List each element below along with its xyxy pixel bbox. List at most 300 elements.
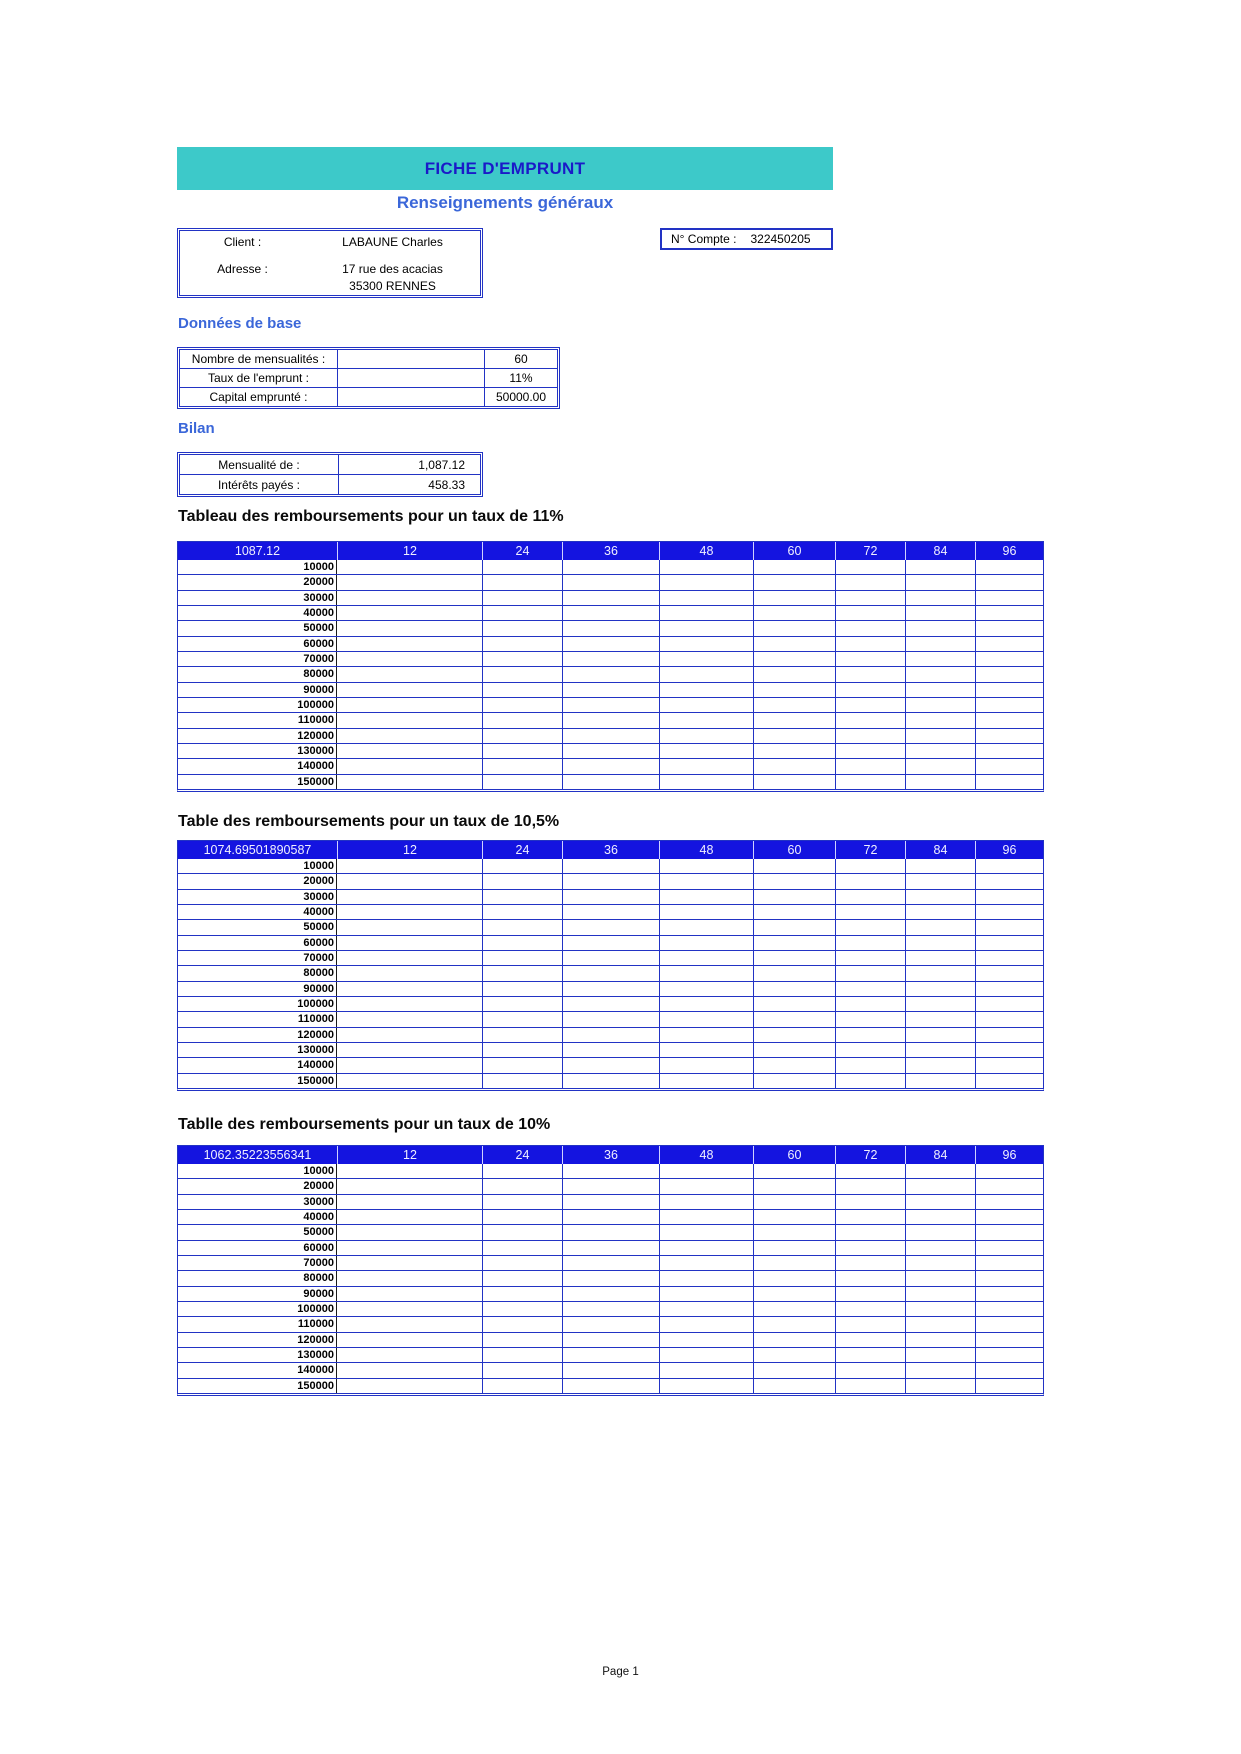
- empty-cell: [337, 1164, 482, 1178]
- empty-cell: [337, 997, 482, 1011]
- empty-cell: [905, 997, 975, 1011]
- empty-cell: [482, 744, 562, 758]
- amount-cell: 150000: [178, 1379, 337, 1393]
- empty-cell: [337, 606, 482, 620]
- account-label: N° Compte :: [671, 232, 737, 246]
- table-row: [178, 859, 1043, 873]
- empty-cell: [659, 1074, 753, 1088]
- amount-cell: 120000: [178, 1028, 337, 1042]
- empty-cell: [753, 591, 835, 605]
- empty-cell: [835, 1210, 905, 1224]
- empty-cell: [482, 1195, 562, 1209]
- empty-cell: [562, 1363, 659, 1377]
- amount-cell: 30000: [178, 890, 337, 904]
- empty-cell: [975, 1028, 1043, 1042]
- empty-cell: [835, 1225, 905, 1239]
- subtitle: Renseignements généraux: [396, 193, 614, 212]
- amount-cell: 140000: [178, 1058, 337, 1072]
- table-header-cell: 60: [753, 542, 835, 560]
- empty-cell: [659, 859, 753, 873]
- table-row: [178, 697, 1043, 712]
- empty-cell: [835, 951, 905, 965]
- empty-cell: [753, 951, 835, 965]
- empty-cell: [482, 775, 562, 789]
- empty-cell: [905, 621, 975, 635]
- table-header-cell: 96: [975, 841, 1043, 859]
- account-value: 322450205: [750, 232, 811, 246]
- empty-cell: [562, 560, 659, 574]
- address-line1: 17 rue des acacias: [342, 262, 443, 276]
- amount-cell: 50000: [178, 621, 337, 635]
- empty-cell: [337, 1241, 482, 1255]
- empty-cell: [975, 667, 1043, 681]
- row-value: 1,087.12: [418, 457, 465, 472]
- empty-cell: [338, 350, 485, 368]
- empty-cell: [482, 951, 562, 965]
- table-row: [178, 1209, 1043, 1224]
- empty-cell: [835, 1333, 905, 1347]
- table-header-cell: 60: [753, 1146, 835, 1164]
- empty-cell: [753, 759, 835, 773]
- amount-cell: 20000: [178, 1179, 337, 1193]
- empty-cell: [753, 575, 835, 589]
- empty-cell: [337, 982, 482, 996]
- table-header-cell: 12: [337, 841, 482, 859]
- amount-cell: 10000: [178, 1164, 337, 1178]
- empty-cell: [482, 859, 562, 873]
- empty-cell: [482, 1271, 562, 1285]
- empty-cell: [975, 1256, 1043, 1270]
- table-row: [178, 574, 1043, 589]
- empty-cell: [482, 759, 562, 773]
- amount-cell: 10000: [178, 859, 337, 873]
- empty-cell: [562, 1012, 659, 1026]
- row-label: Nombre de mensualités :: [180, 350, 338, 368]
- empty-cell: [562, 982, 659, 996]
- empty-cell: [659, 1379, 753, 1393]
- empty-cell: [482, 1302, 562, 1316]
- empty-cell: [337, 936, 482, 950]
- empty-cell: [562, 775, 659, 789]
- empty-cell: [975, 1012, 1043, 1026]
- repayment-table-title: Tablle des remboursements pour un taux de 10%: [178, 1116, 551, 1133]
- empty-cell: [835, 1379, 905, 1393]
- empty-cell: [482, 1287, 562, 1301]
- table-row: [178, 889, 1043, 904]
- empty-cell: [835, 637, 905, 651]
- base-data-table: [177, 347, 560, 409]
- empty-cell: [659, 652, 753, 666]
- empty-cell: [337, 1256, 482, 1270]
- empty-cell: [562, 1256, 659, 1270]
- table-header-cell: 12: [337, 1146, 482, 1164]
- empty-cell: [337, 1012, 482, 1026]
- empty-cell: [753, 966, 835, 980]
- repayment-table-title: Table des remboursements pour un taux de 10,5%: [178, 813, 560, 830]
- empty-cell: [562, 1043, 659, 1057]
- empty-cell: [753, 1058, 835, 1072]
- empty-cell: [482, 1317, 562, 1331]
- empty-cell: [975, 997, 1043, 1011]
- empty-cell: [482, 982, 562, 996]
- table-header-cell: 72: [835, 1146, 905, 1164]
- empty-cell: [562, 1074, 659, 1088]
- table-row: [178, 1027, 1043, 1042]
- row-label: Intérêts payés :: [180, 475, 339, 494]
- empty-cell: [835, 759, 905, 773]
- empty-cell: [975, 951, 1043, 965]
- empty-cell: [482, 1225, 562, 1239]
- table-header-cell: 96: [975, 1146, 1043, 1164]
- empty-cell: [753, 1028, 835, 1042]
- empty-cell: [753, 1225, 835, 1239]
- table-row: [178, 728, 1043, 743]
- empty-cell: [835, 652, 905, 666]
- table-row: [178, 1011, 1043, 1026]
- table-row: [178, 1164, 1043, 1178]
- table-row: [180, 350, 557, 368]
- table-header-cell: 12: [337, 542, 482, 560]
- table-row: [178, 919, 1043, 934]
- empty-cell: [835, 1164, 905, 1178]
- empty-cell: [753, 606, 835, 620]
- empty-cell: [562, 966, 659, 980]
- empty-cell: [975, 1241, 1043, 1255]
- empty-cell: [835, 1241, 905, 1255]
- empty-cell: [753, 560, 835, 574]
- amount-cell: 30000: [178, 591, 337, 605]
- empty-cell: [659, 1043, 753, 1057]
- empty-cell: [753, 1317, 835, 1331]
- empty-cell: [659, 890, 753, 904]
- empty-cell: [659, 1317, 753, 1331]
- empty-cell: [482, 936, 562, 950]
- empty-cell: [975, 1287, 1043, 1301]
- empty-cell: [562, 997, 659, 1011]
- empty-cell: [659, 759, 753, 773]
- empty-cell: [975, 1043, 1043, 1057]
- empty-cell: [659, 637, 753, 651]
- empty-cell: [975, 637, 1043, 651]
- empty-cell: [975, 1271, 1043, 1285]
- table-row: [178, 965, 1043, 980]
- row-value: 50000.00: [495, 390, 547, 404]
- empty-cell: [975, 759, 1043, 773]
- amount-cell: 140000: [178, 759, 337, 773]
- empty-cell: [905, 1241, 975, 1255]
- row-label: Mensualité de :: [180, 455, 339, 474]
- empty-cell: [337, 951, 482, 965]
- empty-cell: [562, 698, 659, 712]
- amount-cell: 140000: [178, 1363, 337, 1377]
- empty-cell: [337, 1302, 482, 1316]
- empty-cell: [905, 1225, 975, 1239]
- empty-cell: [905, 1317, 975, 1331]
- empty-cell: [337, 905, 482, 919]
- empty-cell: [905, 698, 975, 712]
- empty-cell: [975, 936, 1043, 950]
- empty-cell: [835, 775, 905, 789]
- empty-cell: [562, 1179, 659, 1193]
- empty-cell: [905, 1379, 975, 1393]
- empty-cell: [835, 698, 905, 712]
- empty-cell: [659, 982, 753, 996]
- table-header-cell: 60: [753, 841, 835, 859]
- row-label: Taux de l'emprunt :: [180, 369, 338, 387]
- table-row: [178, 774, 1043, 789]
- amount-cell: 60000: [178, 936, 337, 950]
- empty-cell: [975, 920, 1043, 934]
- title-banner: [177, 147, 833, 190]
- empty-cell: [337, 966, 482, 980]
- empty-cell: [659, 1012, 753, 1026]
- empty-cell: [753, 1379, 835, 1393]
- empty-cell: [835, 1058, 905, 1072]
- table-row: [178, 712, 1043, 727]
- table-header-cell: 24: [482, 841, 562, 859]
- empty-cell: [482, 606, 562, 620]
- table-header-cell: 84: [905, 1146, 975, 1164]
- empty-cell: [835, 1348, 905, 1362]
- empty-cell: [482, 667, 562, 681]
- amount-cell: 110000: [178, 713, 337, 727]
- empty-cell: [835, 1043, 905, 1057]
- amount-cell: 40000: [178, 905, 337, 919]
- empty-cell: [835, 713, 905, 727]
- empty-cell: [337, 1348, 482, 1362]
- empty-cell: [975, 1210, 1043, 1224]
- empty-cell: [482, 637, 562, 651]
- empty-cell: [905, 905, 975, 919]
- table-row: [178, 1255, 1043, 1270]
- empty-cell: [659, 1058, 753, 1072]
- empty-cell: [975, 1058, 1043, 1072]
- table-header-cell: 36: [562, 841, 659, 859]
- empty-cell: [753, 1210, 835, 1224]
- empty-cell: [905, 1302, 975, 1316]
- empty-cell: [338, 388, 485, 406]
- empty-cell: [562, 1241, 659, 1255]
- empty-cell: [337, 1225, 482, 1239]
- empty-cell: [659, 560, 753, 574]
- empty-cell: [337, 1363, 482, 1377]
- empty-cell: [482, 1012, 562, 1026]
- table-header-cell: 1074.69501890587: [203, 843, 312, 857]
- empty-cell: [562, 606, 659, 620]
- empty-cell: [905, 1271, 975, 1285]
- empty-cell: [835, 905, 905, 919]
- amount-cell: 20000: [178, 575, 337, 589]
- empty-cell: [835, 1317, 905, 1331]
- table-row: [178, 1194, 1043, 1209]
- empty-cell: [753, 1271, 835, 1285]
- empty-cell: [753, 1074, 835, 1088]
- table-header-cell: 1062.35223556341: [203, 1148, 312, 1162]
- spacer-row: [180, 251, 480, 261]
- table-row: [180, 368, 557, 387]
- empty-cell: [659, 997, 753, 1011]
- empty-cell: [482, 1333, 562, 1347]
- amount-cell: 150000: [178, 1074, 337, 1088]
- empty-cell: [905, 1287, 975, 1301]
- table-row: [178, 1362, 1043, 1377]
- empty-cell: [835, 606, 905, 620]
- empty-cell: [562, 759, 659, 773]
- empty-cell: [562, 652, 659, 666]
- empty-cell: [835, 966, 905, 980]
- empty-cell: [753, 713, 835, 727]
- amount-cell: 10000: [178, 560, 337, 574]
- empty-cell: [562, 874, 659, 888]
- empty-cell: [835, 667, 905, 681]
- empty-cell: [835, 936, 905, 950]
- table-row: [178, 1270, 1043, 1285]
- empty-cell: [562, 1287, 659, 1301]
- empty-cell: [905, 874, 975, 888]
- section-title-donnees: Données de base: [178, 315, 302, 332]
- table-header-cell: 24: [482, 542, 562, 560]
- empty-cell: [562, 729, 659, 743]
- empty-cell: [835, 744, 905, 758]
- table-row: [178, 935, 1043, 950]
- amount-cell: 40000: [178, 606, 337, 620]
- empty-cell: [337, 683, 482, 697]
- empty-cell: [835, 591, 905, 605]
- empty-cell: [337, 1028, 482, 1042]
- document-title: FICHE D'EMPRUNT: [424, 158, 586, 178]
- empty-cell: [975, 890, 1043, 904]
- section-title-bilan: Bilan: [178, 420, 215, 437]
- table-row: [178, 682, 1043, 697]
- amount-cell: 100000: [178, 997, 337, 1011]
- empty-cell: [905, 1012, 975, 1026]
- empty-cell: [975, 1195, 1043, 1209]
- empty-cell: [753, 1287, 835, 1301]
- empty-cell: [659, 1164, 753, 1178]
- empty-cell: [659, 729, 753, 743]
- empty-cell: [975, 575, 1043, 589]
- empty-cell: [659, 951, 753, 965]
- table-row: [178, 560, 1043, 574]
- table-header-cell: 84: [905, 841, 975, 859]
- empty-cell: [337, 652, 482, 666]
- empty-cell: [905, 920, 975, 934]
- empty-cell: [905, 560, 975, 574]
- empty-cell: [482, 652, 562, 666]
- empty-cell: [562, 637, 659, 651]
- empty-cell: [482, 713, 562, 727]
- amount-cell: 70000: [178, 951, 337, 965]
- empty-cell: [562, 621, 659, 635]
- empty-cell: [835, 874, 905, 888]
- empty-cell: [337, 744, 482, 758]
- empty-cell: [905, 1348, 975, 1362]
- table-row: [178, 1316, 1043, 1331]
- table-header-row: [178, 841, 1043, 859]
- empty-cell: [905, 890, 975, 904]
- empty-cell: [975, 874, 1043, 888]
- empty-cell: [975, 905, 1043, 919]
- amount-cell: 120000: [178, 1333, 337, 1347]
- empty-cell: [753, 637, 835, 651]
- table-header-cell: 84: [905, 542, 975, 560]
- empty-cell: [753, 698, 835, 712]
- empty-cell: [905, 606, 975, 620]
- empty-cell: [659, 874, 753, 888]
- empty-cell: [753, 775, 835, 789]
- empty-cell: [753, 667, 835, 681]
- table-row: [178, 743, 1043, 758]
- repayment-table: [177, 840, 1044, 1091]
- amount-cell: 130000: [178, 1348, 337, 1362]
- amount-cell: 70000: [178, 652, 337, 666]
- empty-cell: [659, 1302, 753, 1316]
- table-row: [178, 996, 1043, 1011]
- empty-cell: [835, 575, 905, 589]
- table-header-row: [178, 542, 1043, 560]
- table-row: [178, 950, 1043, 965]
- empty-cell: [337, 1317, 482, 1331]
- empty-cell: [905, 729, 975, 743]
- empty-cell: [753, 1179, 835, 1193]
- repayment-table-title: Tableau des remboursements pour un taux de 11%: [178, 508, 564, 525]
- empty-cell: [905, 744, 975, 758]
- empty-cell: [753, 936, 835, 950]
- empty-cell: [337, 1043, 482, 1057]
- empty-cell: [337, 874, 482, 888]
- empty-cell: [659, 905, 753, 919]
- empty-cell: [337, 1074, 482, 1088]
- empty-cell: [337, 637, 482, 651]
- empty-cell: [905, 1363, 975, 1377]
- empty-cell: [659, 1241, 753, 1255]
- table-row: [180, 455, 480, 474]
- amount-cell: 120000: [178, 729, 337, 743]
- table-row: [178, 1347, 1043, 1362]
- empty-cell: [562, 713, 659, 727]
- empty-cell: [975, 698, 1043, 712]
- empty-cell: [905, 1028, 975, 1042]
- empty-cell: [659, 1333, 753, 1347]
- empty-cell: [975, 1164, 1043, 1178]
- table-header-cell: 48: [659, 841, 753, 859]
- empty-cell: [905, 936, 975, 950]
- empty-cell: [482, 890, 562, 904]
- empty-cell: [835, 1012, 905, 1026]
- empty-cell: [905, 775, 975, 789]
- empty-cell: [562, 1164, 659, 1178]
- empty-cell: [337, 621, 482, 635]
- empty-cell: [975, 606, 1043, 620]
- empty-cell: [482, 1241, 562, 1255]
- amount-cell: 50000: [178, 920, 337, 934]
- table-header-cell: 72: [835, 841, 905, 859]
- table-header-cell: 72: [835, 542, 905, 560]
- empty-cell: [482, 1058, 562, 1072]
- table-row: [178, 873, 1043, 888]
- table-header-cell: 96: [975, 542, 1043, 560]
- table-row: [178, 590, 1043, 605]
- empty-cell: [337, 1271, 482, 1285]
- empty-cell: [905, 982, 975, 996]
- empty-cell: [905, 1074, 975, 1088]
- empty-cell: [337, 775, 482, 789]
- empty-cell: [659, 1028, 753, 1042]
- empty-cell: [905, 1043, 975, 1057]
- empty-cell: [835, 982, 905, 996]
- empty-cell: [905, 966, 975, 980]
- table-header-cell: 1087.12: [234, 544, 281, 558]
